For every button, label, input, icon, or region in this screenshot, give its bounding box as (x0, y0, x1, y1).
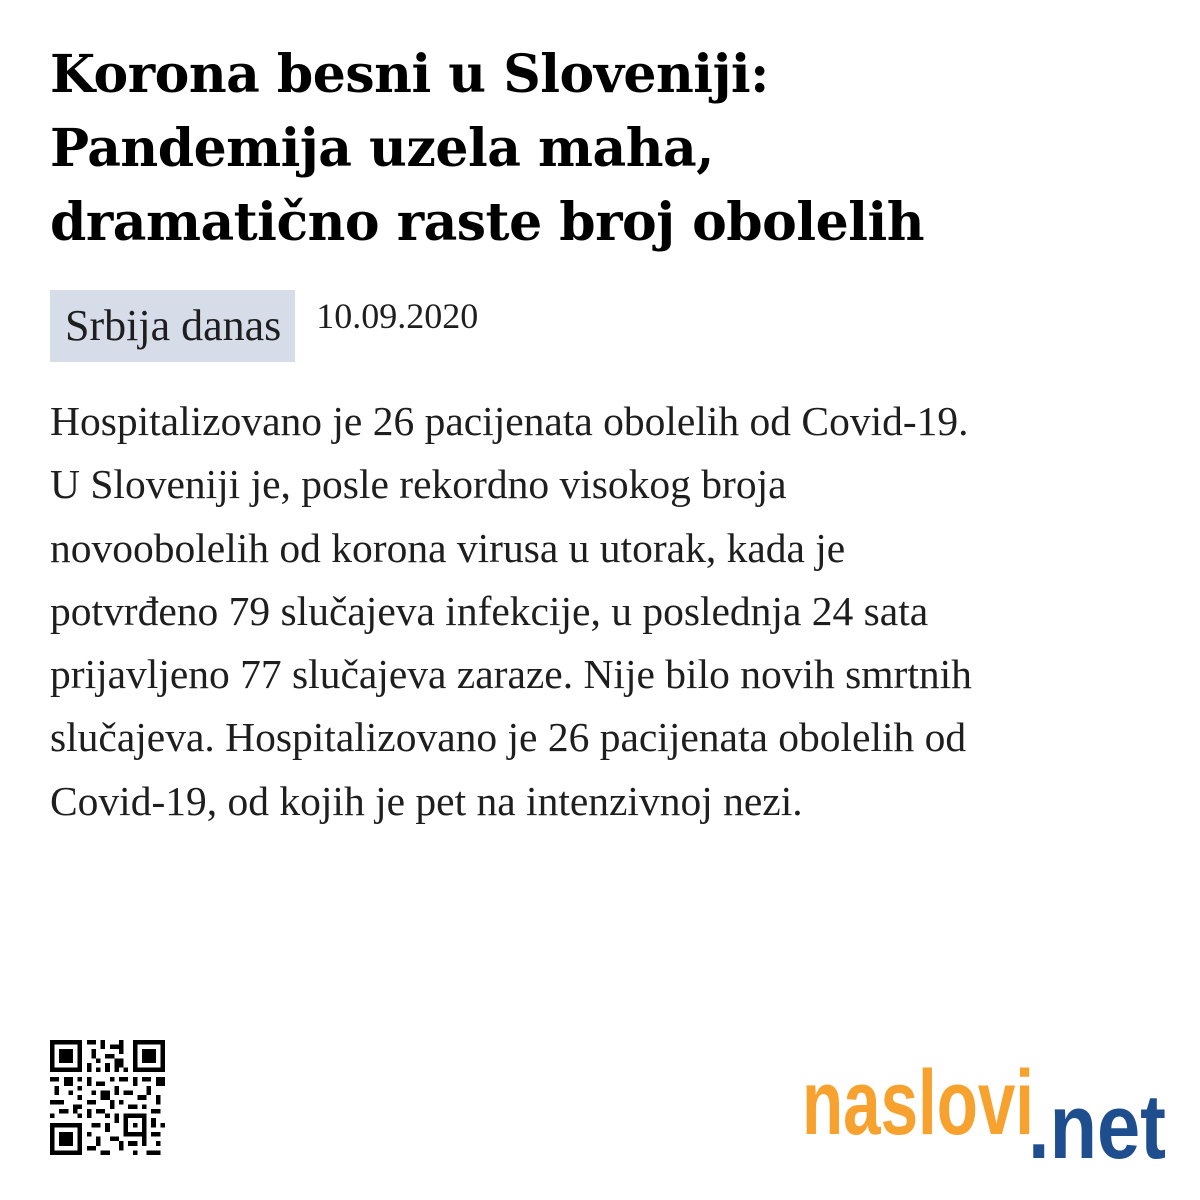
article-body (50, 390, 1160, 833)
body-line: U Sloveniji je, posle rekordno visokog broja (50, 461, 787, 508)
article-meta (50, 290, 478, 362)
qr-code-icon[interactable] (50, 1040, 165, 1155)
body-line: slučajeva. Hospitalizovano je 26 pacijenata obolelih od (50, 714, 967, 761)
body-line: prijavljeno 77 slučajeva zaraze. Nije bilo novih smrtnih (50, 651, 972, 698)
body-line: novoobolelih od korona virusa u utorak, kada je (50, 524, 846, 571)
publish-date: 10.09.2020 (316, 296, 479, 336)
source-badge[interactable]: Srbija danas (50, 290, 295, 362)
headline-line: dramatično raste broj obolelih (50, 192, 925, 253)
body-line: Hospitalizovano je 26 pacijenata obolelih od Covid-19. (50, 398, 969, 444)
body-line: potvrđeno 79 slučajeva infekcije, u poslednja 24 sata (50, 587, 929, 634)
headline-line: Pandemija uzela maha, (50, 118, 714, 179)
body-line: Covid-19, od kojih je pet na intenzivnoj nezi. (50, 777, 803, 824)
logo-part-net: .net (1028, 1076, 1166, 1166)
article-headline (50, 38, 1160, 260)
headline-line: Korona besni u Sloveniji: (50, 44, 769, 105)
naslovi-net-logo[interactable] (802, 1062, 1168, 1166)
logo-part-naslovi: naslovi (802, 1062, 1034, 1154)
